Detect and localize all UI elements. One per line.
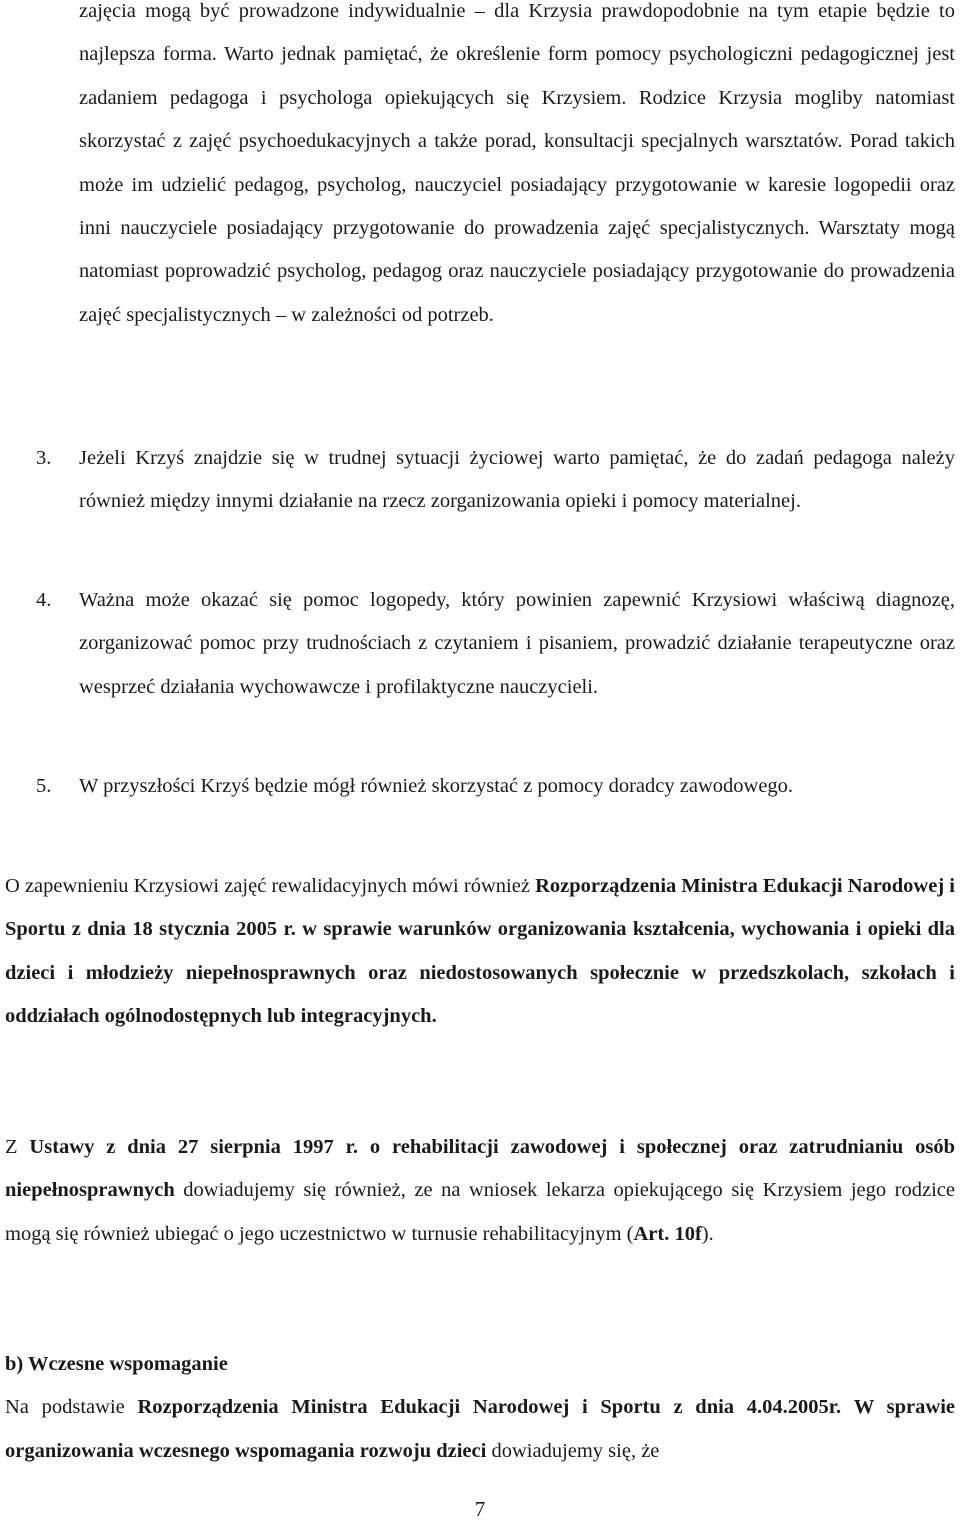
paragraph-ustawa-body: dowiadujemy się również, ze na wniosek lekarza opiekującego się Krzysiem jego rodzice mogą się również ubiegać o jego uczestnictwo w turnusie rehabilitacyjnym ( — [5, 1179, 955, 1245]
regulation-title-2: Rozporządzenia Ministra Edukacji Narodowej i Sportu z dnia 4.04.2005r. — [137, 1396, 842, 1419]
list-item-text: W przyszłości Krzyś będzie mógł również skorzystać z pomocy doradcy zawodowego. — [79, 775, 794, 797]
list-item — [79, 437, 955, 524]
paragraph-ustawa — [5, 1126, 955, 1256]
paragraph-ustawa-lead: Z — [5, 1136, 30, 1158]
list-item — [79, 579, 955, 709]
paragraph-intro-text: zajęcia mogą być prowadzone indywidualnie – dla Krzysia prawdopodobnie na tym etapie będzie to najlepsza forma. Warto jednak pamiętać, że określenie form pomocy psychologiczni pedagogicznej jest zadaniem pedagoga i psychologa opiekujących się Krzysiem. Rodzice Krzysia mogliby natomiast skorzystać z zajęć psychoedukacyjnych a także porad, konsultacji specjalnych warsztatów. Porad takich może im udzielić pedagog, psycholog, nauczyciel posiadający przygotowanie w karesie logopedii oraz inni nauczyciele posiadający przygotowanie do prowadzenia zajęć specjalistycznych. Warsztaty mogą natomiast poprowadzić psycholog, pedagog oraz nauczyciele posiadający przygotowanie do prowadzenia zajęć specjalistycznych – w zależności od potrzeb. — [79, 0, 955, 326]
list-item-text: Ważna może okazać się pomoc logopedy, który powinien zapewnić Krzysiowi właściwą diagnozę, zorganizować pomoc przy trudnościach z czytaniem i pisaniem, prowadzić działanie terapeutyczne oraz wesprzeć działania wychowawcze i profilaktyczne nauczycieli. — [79, 589, 955, 698]
paragraph-rozporzadzenie — [5, 865, 955, 1039]
page-number: 7 — [474, 1497, 486, 1521]
regulation-title: Rozporządzenia Ministra Edukacji Narodowej i Sportu z dnia 18 stycznia 2005 r. w sprawie warunków organizowania kształcenia, wychowania i opieki dla dzieci i młodzieży niepełnosprawnych oraz niedostosowanych społecznie w przedszkolach, szkołach i oddziałach ogólnodostępnych lub integracyjnych. — [5, 875, 955, 1028]
list-item-number: 4. — [36, 589, 52, 611]
list-item-text: Jeżeli Krzyś znajdzie się w trudnej sytuacji życiowej warto pamiętać, że do zadań pedagoga należy również między innymi działanie na rzecz zorganizowania opieki i pomocy materialnej. — [79, 447, 955, 513]
paragraph-ustawa-tail: ). — [701, 1222, 714, 1245]
act-title: Ustawy z dnia 27 sierpnia 1997 r. o rehabilitacji zawodowej i społecznej oraz zatrudnianiu osób niepełnosprawnych — [5, 1136, 955, 1202]
paragraph-intro — [79, 0, 955, 337]
regulation-subject: W sprawie organizowania wczesnego wspomagania rozwoju dzieci — [5, 1396, 955, 1462]
section-b-heading: b) Wczesne wspomaganie — [5, 1353, 228, 1375]
section-b-lead: Na podstawie — [5, 1396, 138, 1419]
list-item-number: 3. — [36, 447, 52, 469]
section-b — [5, 1343, 955, 1473]
list-item — [79, 765, 955, 808]
section-b-tail: dowiadujemy się, że — [486, 1439, 660, 1462]
paragraph-rozporzadzenie-lead: O zapewnieniu Krzysiowi zajęć rewalidacyjnych mówi również — [5, 875, 536, 897]
list-item-number: 5. — [36, 775, 52, 797]
article-ref: Art. 10f — [633, 1222, 702, 1245]
